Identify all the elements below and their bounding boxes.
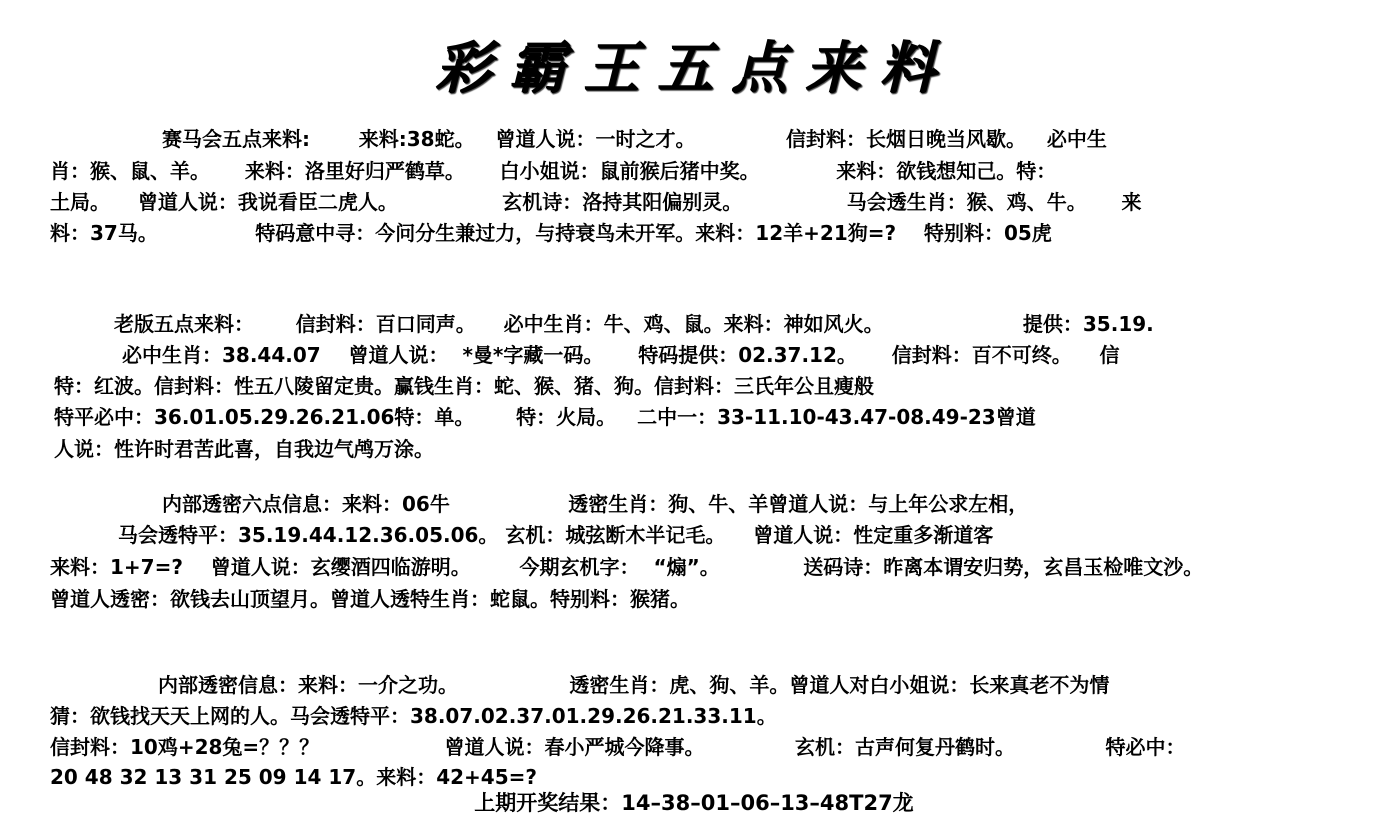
section-3-line-2: 马会透特平：35.19.44.12.36.05.06。 玄机：城弦断木半记毛。 曾道人说：性定重多渐道客: [118, 523, 994, 547]
section-1-line-4: 料：37马。 特码意中寻：今问分生兼过力，与持衰鸟未开军。来料：12羊+21狗=? 特别料：05虎: [50, 221, 1052, 245]
section-2-line-4: 特平必中：36.01.05.29.26.21.06特：单。 特：火局。 二中一：33-11.10-43.47-08.49-23曾道: [54, 405, 1036, 429]
section-2-line-2: 必中生肖：38.44.07 曾道人说： *曼*字藏一码。 特码提供：02.37.12。 信封料：百不可终。 信: [122, 343, 1120, 367]
section-4-line-1: 内部透密信息：来料：一介之功。 透密生肖：虎、狗、羊。曾道人对白小姐说：长来真老不为情: [158, 673, 1110, 697]
section-2-line-1: 老版五点来料： 信封料：百口同声。 必中生肖：牛、鸡、鼠。来料：神如风火。 提供：35.19.: [114, 312, 1154, 336]
section-4-line-2: 猜：欲钱找天天上网的人。马会透特平：38.07.02.37.01.29.26.21.33.11。: [50, 704, 777, 728]
section-3-line-3: 来料：1+7=? 曾道人说：玄缨酒四临游明。 今期玄机字： “煽”。 送码诗：昨离本谓安归势，玄昌玉检唯文沙。: [50, 555, 1204, 579]
section-1-line-2: 肖：猴、鼠、羊。 来料：洛里好归严鹤草。 白小姐说：鼠前猴后猪中奖。 来料：欲钱想知己。特：: [50, 159, 1057, 183]
section-3-line-1: 内部透密六点信息：来料：06牛 透密生肖：狗、牛、羊曾道人说：与上年公求左相，: [162, 492, 1029, 516]
section-4-line-4: 20 48 32 13 31 25 09 14 17。来料：42+45=?: [50, 765, 537, 789]
page-title: 彩霸王五点来料: [435, 35, 953, 101]
section-3-line-4: 曾道人透密：欲钱去山顶望月。曾道人透特生肖：蛇鼠。特别料：猴猪。: [50, 587, 690, 611]
section-1-line-1: 赛马会五点来料: 来料:38蛇。 曾道人说：一时之才。 信封料：长烟日晚当风歇。 必中生: [162, 127, 1107, 151]
section-4-line-3: 信封料：10鸡+28兔=？？？ 曾道人说：春小严城今降事。 玄机：古声何复丹鹤时。 特必中：: [50, 735, 1186, 759]
section-2-line-3: 特：红波。信封料：性五八陵留定贵。赢钱生肖：蛇、猴、猪、狗。信封料：三氏年公且瘦般: [54, 374, 874, 398]
last-draw-result: 上期开奖结果：14–38–01–06–13–48T27龙: [474, 791, 914, 815]
section-2-line-5: 人说：性许时君苦此喜，自我边气鸬万涂。: [54, 437, 434, 461]
section-1-line-3: 土局。 曾道人说：我说看臣二虎人。 玄机诗：洛持其阳偏别灵。 马会透生肖：猴、鸡、牛。 来: [50, 190, 1142, 214]
